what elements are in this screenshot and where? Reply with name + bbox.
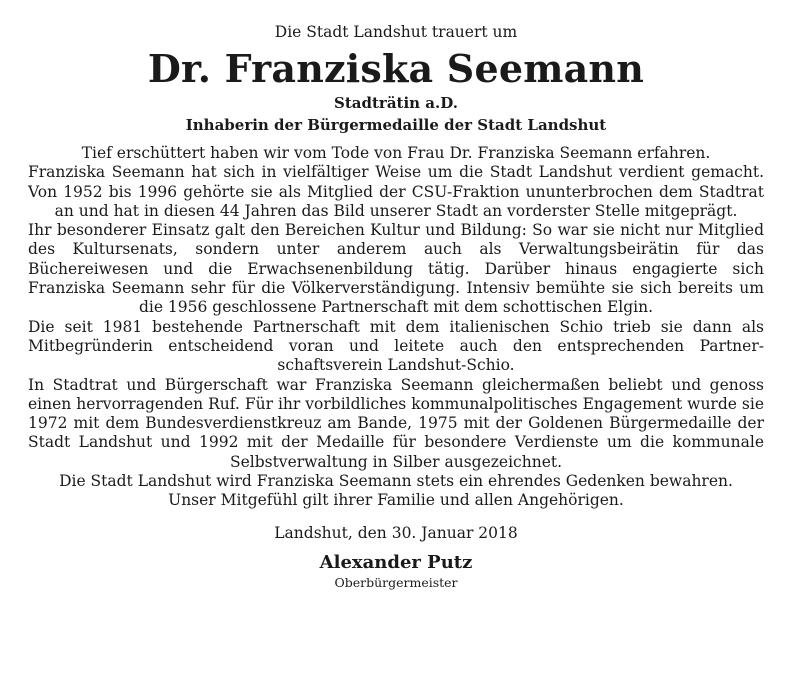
deceased-name: Dr. Franziska Seemann — [147, 46, 645, 91]
paragraph-5: In Stadtrat und Bürgerschaft war Franziska Seemann gleichermaßen beliebt und genoss einen hervorragenden Ruf. Für ihr vorbildliches kommunalpolitisches Engagement wurde sie 1972 mit dem Bundesverdienstkreuz am Bande, 1975 mit der Goldenen Bürgermedaille der Stadt Landshut und 1992 mit der Medaille für besondere Verdienste um die kommunale Selbstverwaltung in Silber ausgezeichnet. — [28, 375, 764, 471]
title-line-2: Inhaberin der Bürgermedaille der Stadt Landshut — [185, 116, 607, 134]
title-line-1: Stadträtin a.D. — [334, 94, 458, 112]
paragraph-7: Unser Mitgefühl gilt ihrer Familie und allen Angehörigen. — [168, 491, 624, 510]
paragraph-3: Ihr besonderer Einsatz galt den Bereichen Kultur und Bildung: So war sie nicht nur Mitglied des Kultursenats, sondern unter anderem auch als Verwaltungsbeirätin für das Büchereiwesen und die Erwachsenenbildung tätig. Darüber hinaus engagierte sich Franziska Seemann sehr für die Völkerverständigung. Intensiv bemühte sie sich bereits um die 1956 geschlossene Partnerschaft mit dem schottischen Elgin. — [28, 221, 764, 317]
signer-name: Alexander Putz — [319, 551, 473, 573]
signer-role: Oberbürgermeister — [334, 574, 458, 590]
paragraph-2: Franziska Seemann hat sich in vielfältiger Weise um die Stadt Landshut verdient gemacht. Von 1952 bis 1996 gehörte sie als Mitglied der CSU-Fraktion ununterbrochen dem Stadtrat an und hat in diesen 44 Jahren das Bild unserer Stadt an vorderster Stelle mitgeprägt. — [28, 163, 764, 220]
place-date: Landshut, den 30. Januar 2018 — [274, 523, 518, 542]
obituary-body — [28, 144, 764, 511]
paragraph-1: Tief erschüttert haben wir vom Tode von Frau Dr. Franziska Seemann erfahren. — [81, 144, 711, 162]
intro-line: Die Stadt Landshut trauert um — [274, 23, 518, 41]
paragraph-4: Die seit 1981 bestehende Partnerschaft mit dem italienischen Schio trieb sie dann als Mitbegründerin entscheidend voran und leitete auch den entsprechenden Partnerschaftsverein Landshut-Schio. — [28, 317, 764, 375]
paragraph-6: Die Stadt Landshut wird Franziska Seemann stets ein ehrendes Gedenken bewahren. — [59, 472, 733, 491]
